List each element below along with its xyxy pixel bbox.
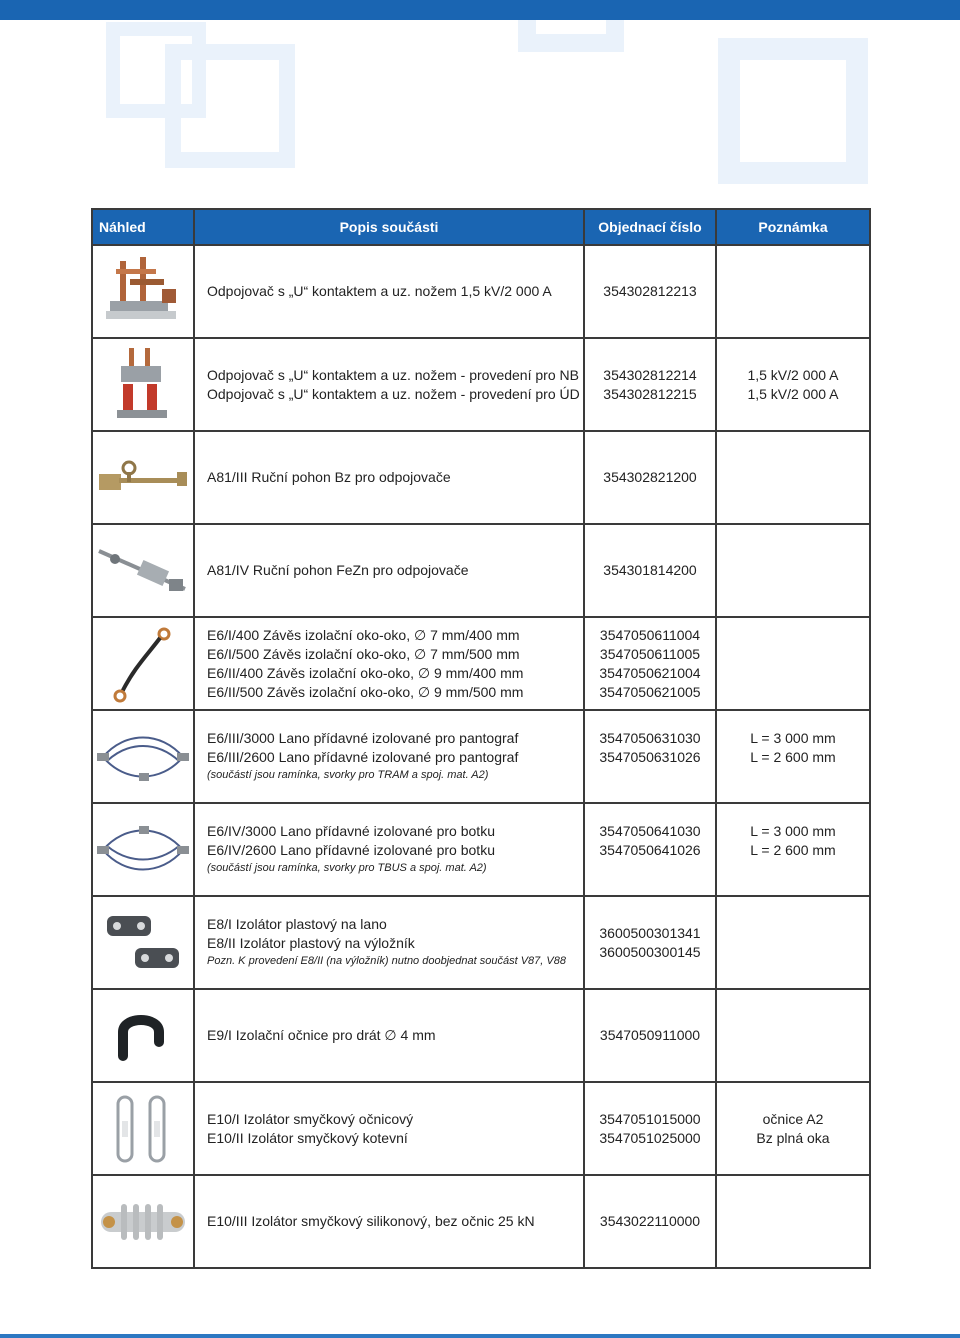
note-line: L = 3 000 mm <box>750 730 836 746</box>
header-note: Poznámka <box>716 209 870 245</box>
note-line: očnice A2 <box>762 1110 824 1127</box>
part-note <box>716 710 870 803</box>
description-line: E8/II Izolátor plastový na výložník <box>207 935 415 951</box>
description-line: E10/I Izolátor smyčkový očnicový <box>207 1110 414 1127</box>
bottom-color-line <box>0 1334 960 1338</box>
manual-drive-bz-icon <box>92 431 194 524</box>
order-number-line: 3547050611004 <box>599 626 701 643</box>
order-number <box>584 431 716 524</box>
order-number-line: 3547050611005 <box>599 645 701 662</box>
part-note <box>716 1082 870 1175</box>
part-description <box>194 803 584 896</box>
part-note <box>716 617 870 710</box>
order-number <box>584 989 716 1082</box>
order-number <box>584 1082 716 1175</box>
table-row <box>92 896 870 989</box>
order-number <box>584 617 716 710</box>
insulating-thimble-icon <box>92 989 194 1082</box>
table-row <box>92 989 870 1082</box>
silicone-insulator-icon <box>92 1175 194 1268</box>
insulated-hanger-icon <box>92 617 194 710</box>
note-line: Bz plná oka <box>756 1129 830 1146</box>
description-line: E9/I Izolační očnice pro drát ∅ 4 mm <box>207 1027 436 1043</box>
part-description <box>194 245 584 338</box>
part-description <box>194 338 584 431</box>
table-row <box>92 1175 870 1268</box>
order-number <box>584 338 716 431</box>
note-line: L = 2 600 mm <box>750 749 836 765</box>
header-preview: Náhled <box>92 209 194 245</box>
order-number-line: 3543022110000 <box>599 1213 701 1229</box>
pantograph-rope-icon <box>92 710 194 803</box>
description-line: E6/II/500 Závěs izolační oko-oko, ∅ 9 mm/500 mm <box>207 683 524 700</box>
order-number-line: 3547051025000 <box>599 1129 701 1146</box>
description-line: E6/I/500 Závěs izolační oko-oko, ∅ 7 mm/500 mm <box>207 645 520 662</box>
order-number-line: 3547050621005 <box>599 683 701 700</box>
order-number-line: 3600500301341 <box>599 924 701 941</box>
part-description <box>194 710 584 803</box>
parts-table <box>91 208 871 1269</box>
order-number-line: 354302812215 <box>603 385 697 402</box>
table-row <box>92 338 870 431</box>
part-note <box>716 524 870 617</box>
order-number <box>584 524 716 617</box>
part-note <box>716 896 870 989</box>
spacer <box>717 860 869 877</box>
description-line: E10/II Izolátor smyčkový kotevní <box>207 1129 408 1146</box>
order-number-line: 3547050631026 <box>599 749 701 765</box>
part-note <box>716 245 870 338</box>
spacer <box>585 860 715 877</box>
description-line: E6/I/400 Závěs izolační oko-oko, ∅ 7 mm/400 mm <box>207 626 520 643</box>
order-number-line: 3547050641026 <box>599 842 701 858</box>
loop-insulator-icon <box>92 1082 194 1175</box>
order-number-line: 354302812213 <box>603 283 697 299</box>
order-number-line: 3547050911000 <box>599 1027 701 1043</box>
description-line: E6/III/3000 Lano přídavné izolované pro pantograf <box>207 730 519 746</box>
order-number-line: 354301814200 <box>603 562 697 578</box>
shoe-rope-icon <box>92 803 194 896</box>
part-note <box>716 803 870 896</box>
order-number <box>584 245 716 338</box>
description-footnote: Pozn. K provedení E8/II (na výložník) nutno doobjednat součást V87, V88 <box>207 955 566 967</box>
part-note <box>716 989 870 1082</box>
part-description <box>194 1175 584 1268</box>
table-row <box>92 803 870 896</box>
part-note <box>716 1175 870 1268</box>
part-note <box>716 431 870 524</box>
description-line: Odpojovač s „U“ kontaktem a uz. nožem 1,5 kV/2 000 A <box>207 283 552 299</box>
description-line: A81/III Ruční pohon Bz pro odpojovače <box>207 469 451 485</box>
description-line: E6/II/400 Závěs izolační oko-oko, ∅ 9 mm/400 mm <box>207 664 524 681</box>
order-number <box>584 710 716 803</box>
order-number <box>584 896 716 989</box>
order-number-line: 3547050631030 <box>599 730 701 746</box>
description-line: E6/IV/3000 Lano přídavné izolované pro botku <box>207 823 495 839</box>
spacer <box>585 767 715 784</box>
order-number-line: 3600500300145 <box>599 943 701 960</box>
note-line: 1,5 kV/2 000 A <box>747 385 839 402</box>
part-description <box>194 1082 584 1175</box>
table-row <box>92 1082 870 1175</box>
description-line: Odpojovač s „U“ kontaktem a uz. nožem - provedení pro ÚD <box>207 385 580 402</box>
order-number-line: 3547050621004 <box>599 664 701 681</box>
part-description <box>194 896 584 989</box>
order-number-line: 3547051015000 <box>599 1110 701 1127</box>
decorative-square <box>165 44 295 168</box>
part-note <box>716 338 870 431</box>
order-number-line: 354302812214 <box>603 366 697 383</box>
description-line: E6/III/2600 Lano přídavné izolované pro pantograf <box>207 749 519 765</box>
decorative-square <box>518 20 624 52</box>
part-description <box>194 431 584 524</box>
description-line: E10/III Izolátor smyčkový silikonový, bez očnic 25 kN <box>207 1213 535 1229</box>
description-line: A81/IV Ruční pohon FeZn pro odpojovače <box>207 562 469 578</box>
order-number-line: 354302821200 <box>603 469 697 485</box>
table-row <box>92 245 870 338</box>
table-header-row <box>92 209 870 245</box>
disconnector-u-contact-icon <box>92 245 194 338</box>
table-row <box>92 710 870 803</box>
description-line: Odpojovač s „U“ kontaktem a uz. nožem - provedení pro NB <box>207 366 579 383</box>
order-number-line: 3547050641030 <box>599 823 701 839</box>
description-line: E8/I Izolátor plastový na lano <box>207 916 387 932</box>
disconnector-red-insulators-icon <box>92 338 194 431</box>
table-row <box>92 524 870 617</box>
part-description <box>194 524 584 617</box>
part-description <box>194 989 584 1082</box>
note-line: L = 2 600 mm <box>750 842 836 858</box>
decorative-square <box>718 38 868 184</box>
table-row <box>92 617 870 710</box>
table-row <box>92 431 870 524</box>
top-color-bar <box>0 0 960 20</box>
note-line: L = 3 000 mm <box>750 823 836 839</box>
description-line: E6/IV/2600 Lano přídavné izolované pro botku <box>207 842 495 858</box>
description-footnote: (součástí jsou ramínka, svorky pro TBUS a spoj. mat. A2) <box>207 862 487 874</box>
header-order-number: Objednací číslo <box>584 209 716 245</box>
part-description <box>194 617 584 710</box>
plastic-insulator-icon <box>92 896 194 989</box>
note-line: 1,5 kV/2 000 A <box>747 366 839 383</box>
order-number <box>584 803 716 896</box>
description-footnote: (součástí jsou ramínka, svorky pro TRAM a spoj. mat. A2) <box>207 769 489 781</box>
header-description: Popis součásti <box>194 209 584 245</box>
manual-drive-fezn-icon <box>92 524 194 617</box>
order-number <box>584 1175 716 1268</box>
spacer <box>717 767 869 784</box>
